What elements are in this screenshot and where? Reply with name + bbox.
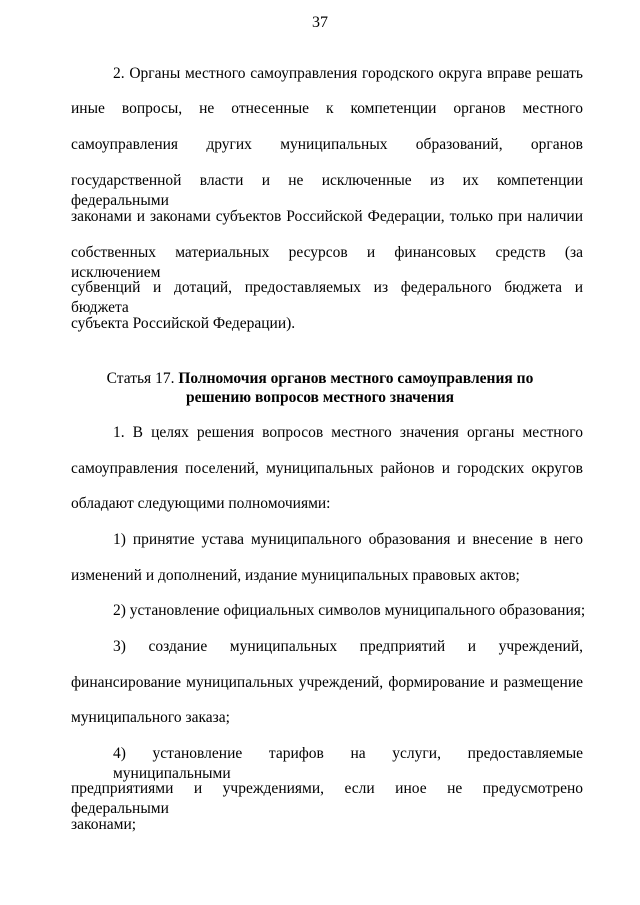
- list-item-3-line: муниципального заказа;: [71, 709, 230, 726]
- paragraph-2-line: самоуправления других муниципальных образований, органов: [71, 136, 583, 153]
- list-item-4-line: 4) установление тарифов на услуги, предоставляемые муниципальными: [113, 745, 583, 782]
- paragraph-2-line: иные вопросы, не отнесенные к компетенции органов местного: [71, 100, 583, 117]
- paragraph-2-line: законами и законами субъектов Российской Федерации, только при наличии: [71, 208, 583, 225]
- paragraph-2-line: субъекта Российской Федерации).: [71, 315, 296, 332]
- page-number: 37: [312, 14, 328, 31]
- list-item-4-line: законами;: [71, 816, 137, 833]
- list-item-1-line: изменений и дополнений, издание муниципальных правовых актов;: [71, 567, 520, 584]
- article-heading: [0, 369, 640, 389]
- list-item-4-line: предприятиями и учреждениями, если иное не предусмотрено федеральными: [71, 780, 583, 817]
- article-title-line2: решению вопросов местного значения: [185, 389, 455, 406]
- paragraph-2-line: субвенций и дотаций, предоставляемых из федерального бюджета и бюджета: [71, 279, 583, 316]
- article-title-line1: Полномочия органов местного самоуправления по: [178, 370, 534, 387]
- paragraph-2-line: государственной власти и не исключенные из их компетенции федеральными: [71, 172, 583, 209]
- list-item-1-line: 1) принятие устава муниципального образования и внесение в него: [113, 531, 583, 548]
- paragraph-2-line: собственных материальных ресурсов и финансовых средств (за исключением: [71, 244, 583, 281]
- paragraph-1-line: обладают следующими полномочиями:: [71, 495, 331, 512]
- article-prefix: Статья 17.: [106, 370, 179, 387]
- list-item-2-line: 2) установление официальных символов муниципального образования;: [113, 602, 586, 619]
- list-item-3-line: 3) создание муниципальных предприятий и учреждений,: [113, 638, 583, 655]
- paragraph-1-line: самоуправления поселений, муниципальных районов и городских округов: [71, 460, 583, 477]
- list-item-3-line: финансирование муниципальных учреждений, формирование и размещение: [71, 674, 583, 691]
- paragraph-1-line: 1. В целях решения вопросов местного значения органы местного: [113, 424, 583, 441]
- paragraph-2-line: 2. Органы местного самоуправления городского округа вправе решать: [113, 65, 583, 82]
